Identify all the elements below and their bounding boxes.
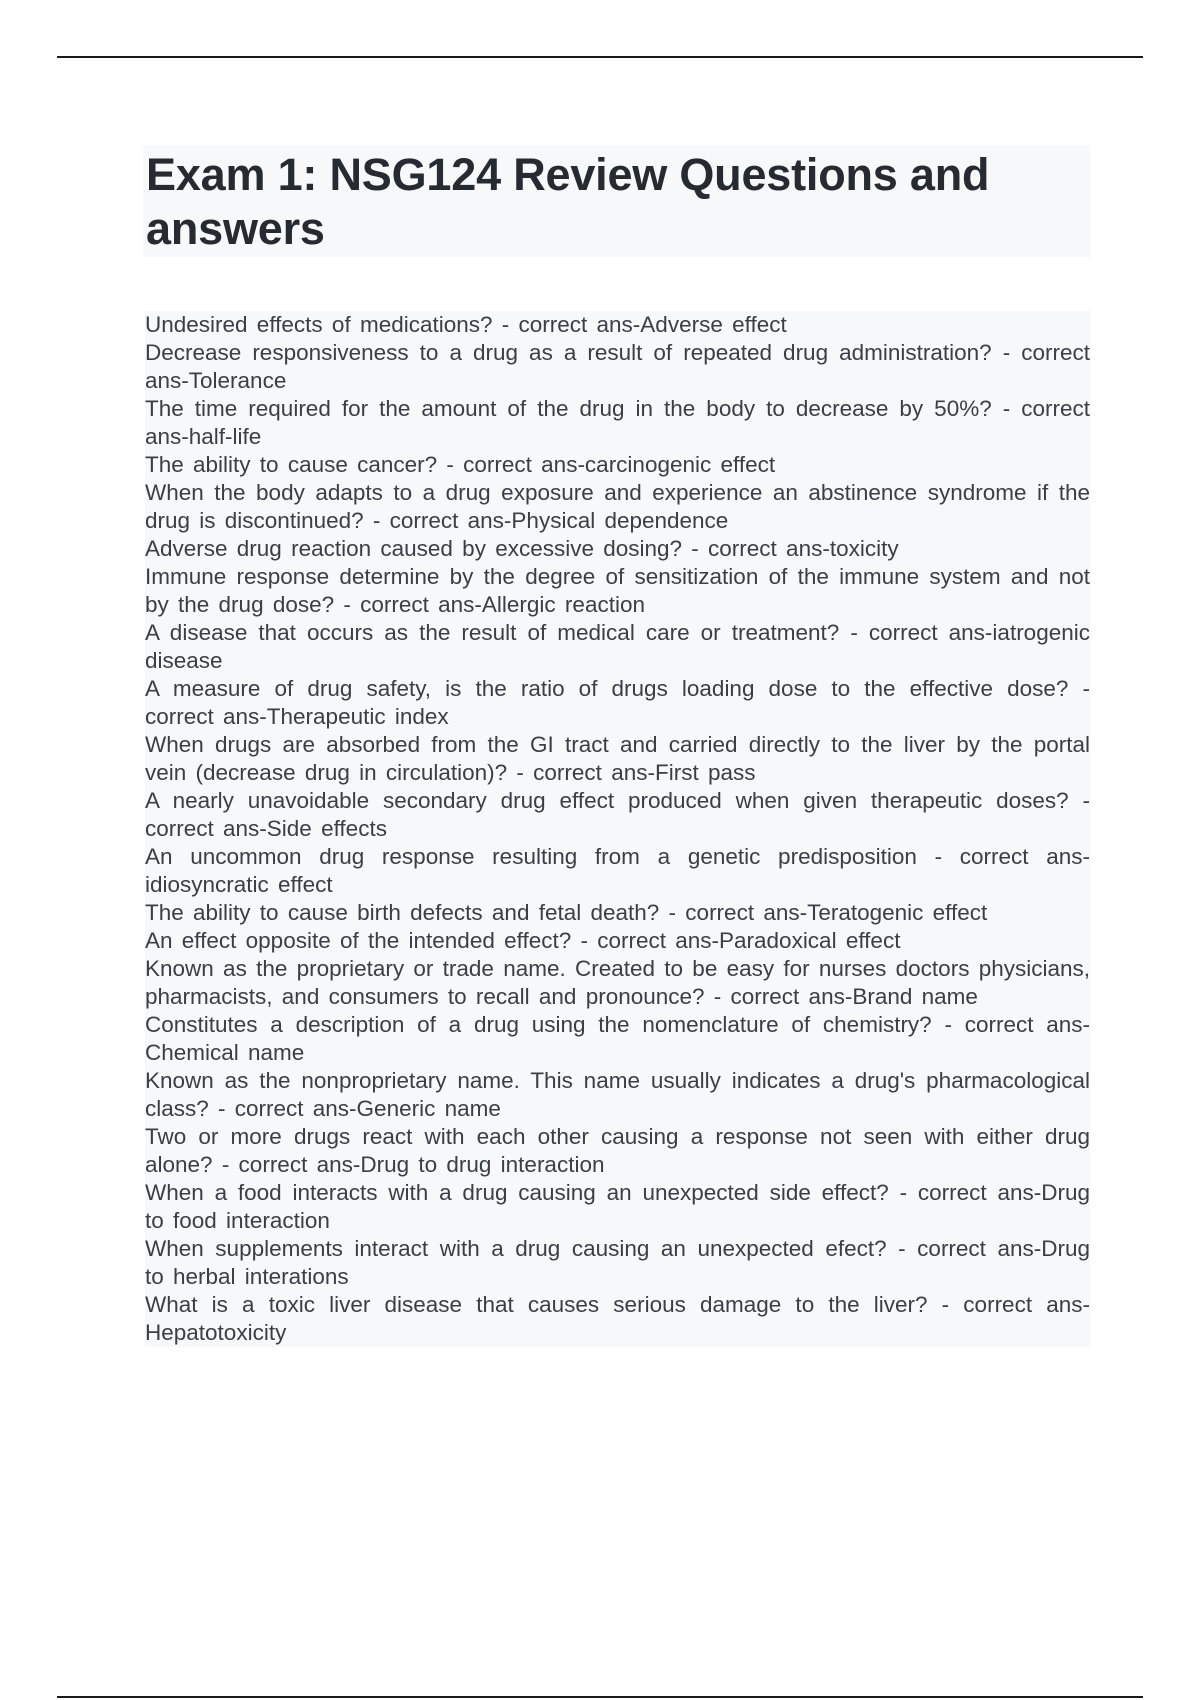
qa-item: When supplements interact with a drug causing an unexpected efect? - correct ans-Drug to herbal interations [145,1236,1090,1289]
qa-item: Constitutes a description of a drug using the nomenclature of chemistry? - correct ans-Chemical name [145,1012,1090,1065]
qa-item: Known as the proprietary or trade name. Created to be easy for nurses doctors physicians, pharmacists, and consumers to recall and pronounce? - correct ans-Brand name [145,956,1090,1009]
qa-item: What is a toxic liver disease that causes serious damage to the liver? - correct ans-Hepatotoxicity [145,1292,1090,1345]
qa-item: When a food interacts with a drug causing an unexpected side effect? - correct ans-Drug to food interaction [145,1180,1090,1233]
qa-item: An effect opposite of the intended effect? - correct ans-Paradoxical effect [145,927,1090,955]
qa-item: Immune response determine by the degree of sensitization of the immune system and not by the drug dose? - correct ans-Allergic reaction [145,564,1090,617]
qa-item: When drugs are absorbed from the GI tract and carried directly to the liver by the portal vein (decrease drug in circulation)? - correct ans-First pass [145,732,1090,785]
qa-item: A disease that occurs as the result of medical care or treatment? - correct ans-iatrogenic disease [145,620,1090,673]
qa-item: Undesired effects of medications? - correct ans-Adverse effect [145,311,1090,339]
document-title: Exam 1: NSG124 Review Questions and answers [146,149,990,254]
header-rule [57,56,1143,58]
qa-item: Known as the nonproprietary name. This name usually indicates a drug's pharmacological class? - correct ans-Generic name [145,1068,1090,1121]
qa-item: Two or more drugs react with each other causing a response not seen with either drug alone? - correct ans-Drug to drug interaction [145,1124,1090,1177]
qa-item: Adverse drug reaction caused by excessive dosing? - correct ans-toxicity [145,535,1090,563]
qa-item: The ability to cause birth defects and fetal death? - correct ans-Teratogenic effect [145,899,1090,927]
title-block [143,145,1090,257]
footer-rule [57,1696,1143,1698]
qa-item: When the body adapts to a drug exposure and experience an abstinence syndrome if the drug is discontinued? - correct ans-Physical dependence [145,480,1090,533]
qa-list [145,311,1090,1347]
qa-item: A nearly unavoidable secondary drug effect produced when given therapeutic doses? - correct ans-Side effects [145,788,1090,841]
qa-item: The ability to cause cancer? - correct ans-carcinogenic effect [145,451,1090,479]
qa-item: The time required for the amount of the drug in the body to decrease by 50%? - correct ans-half-life [145,396,1090,449]
qa-item: Decrease responsiveness to a drug as a result of repeated drug administration? - correct ans-Tolerance [145,340,1090,393]
qa-item: An uncommon drug response resulting from a genetic predisposition - correct ans-idiosyncratic effect [145,844,1090,897]
qa-item: A measure of drug safety, is the ratio of drugs loading dose to the effective dose? - correct ans-Therapeutic index [145,676,1090,729]
